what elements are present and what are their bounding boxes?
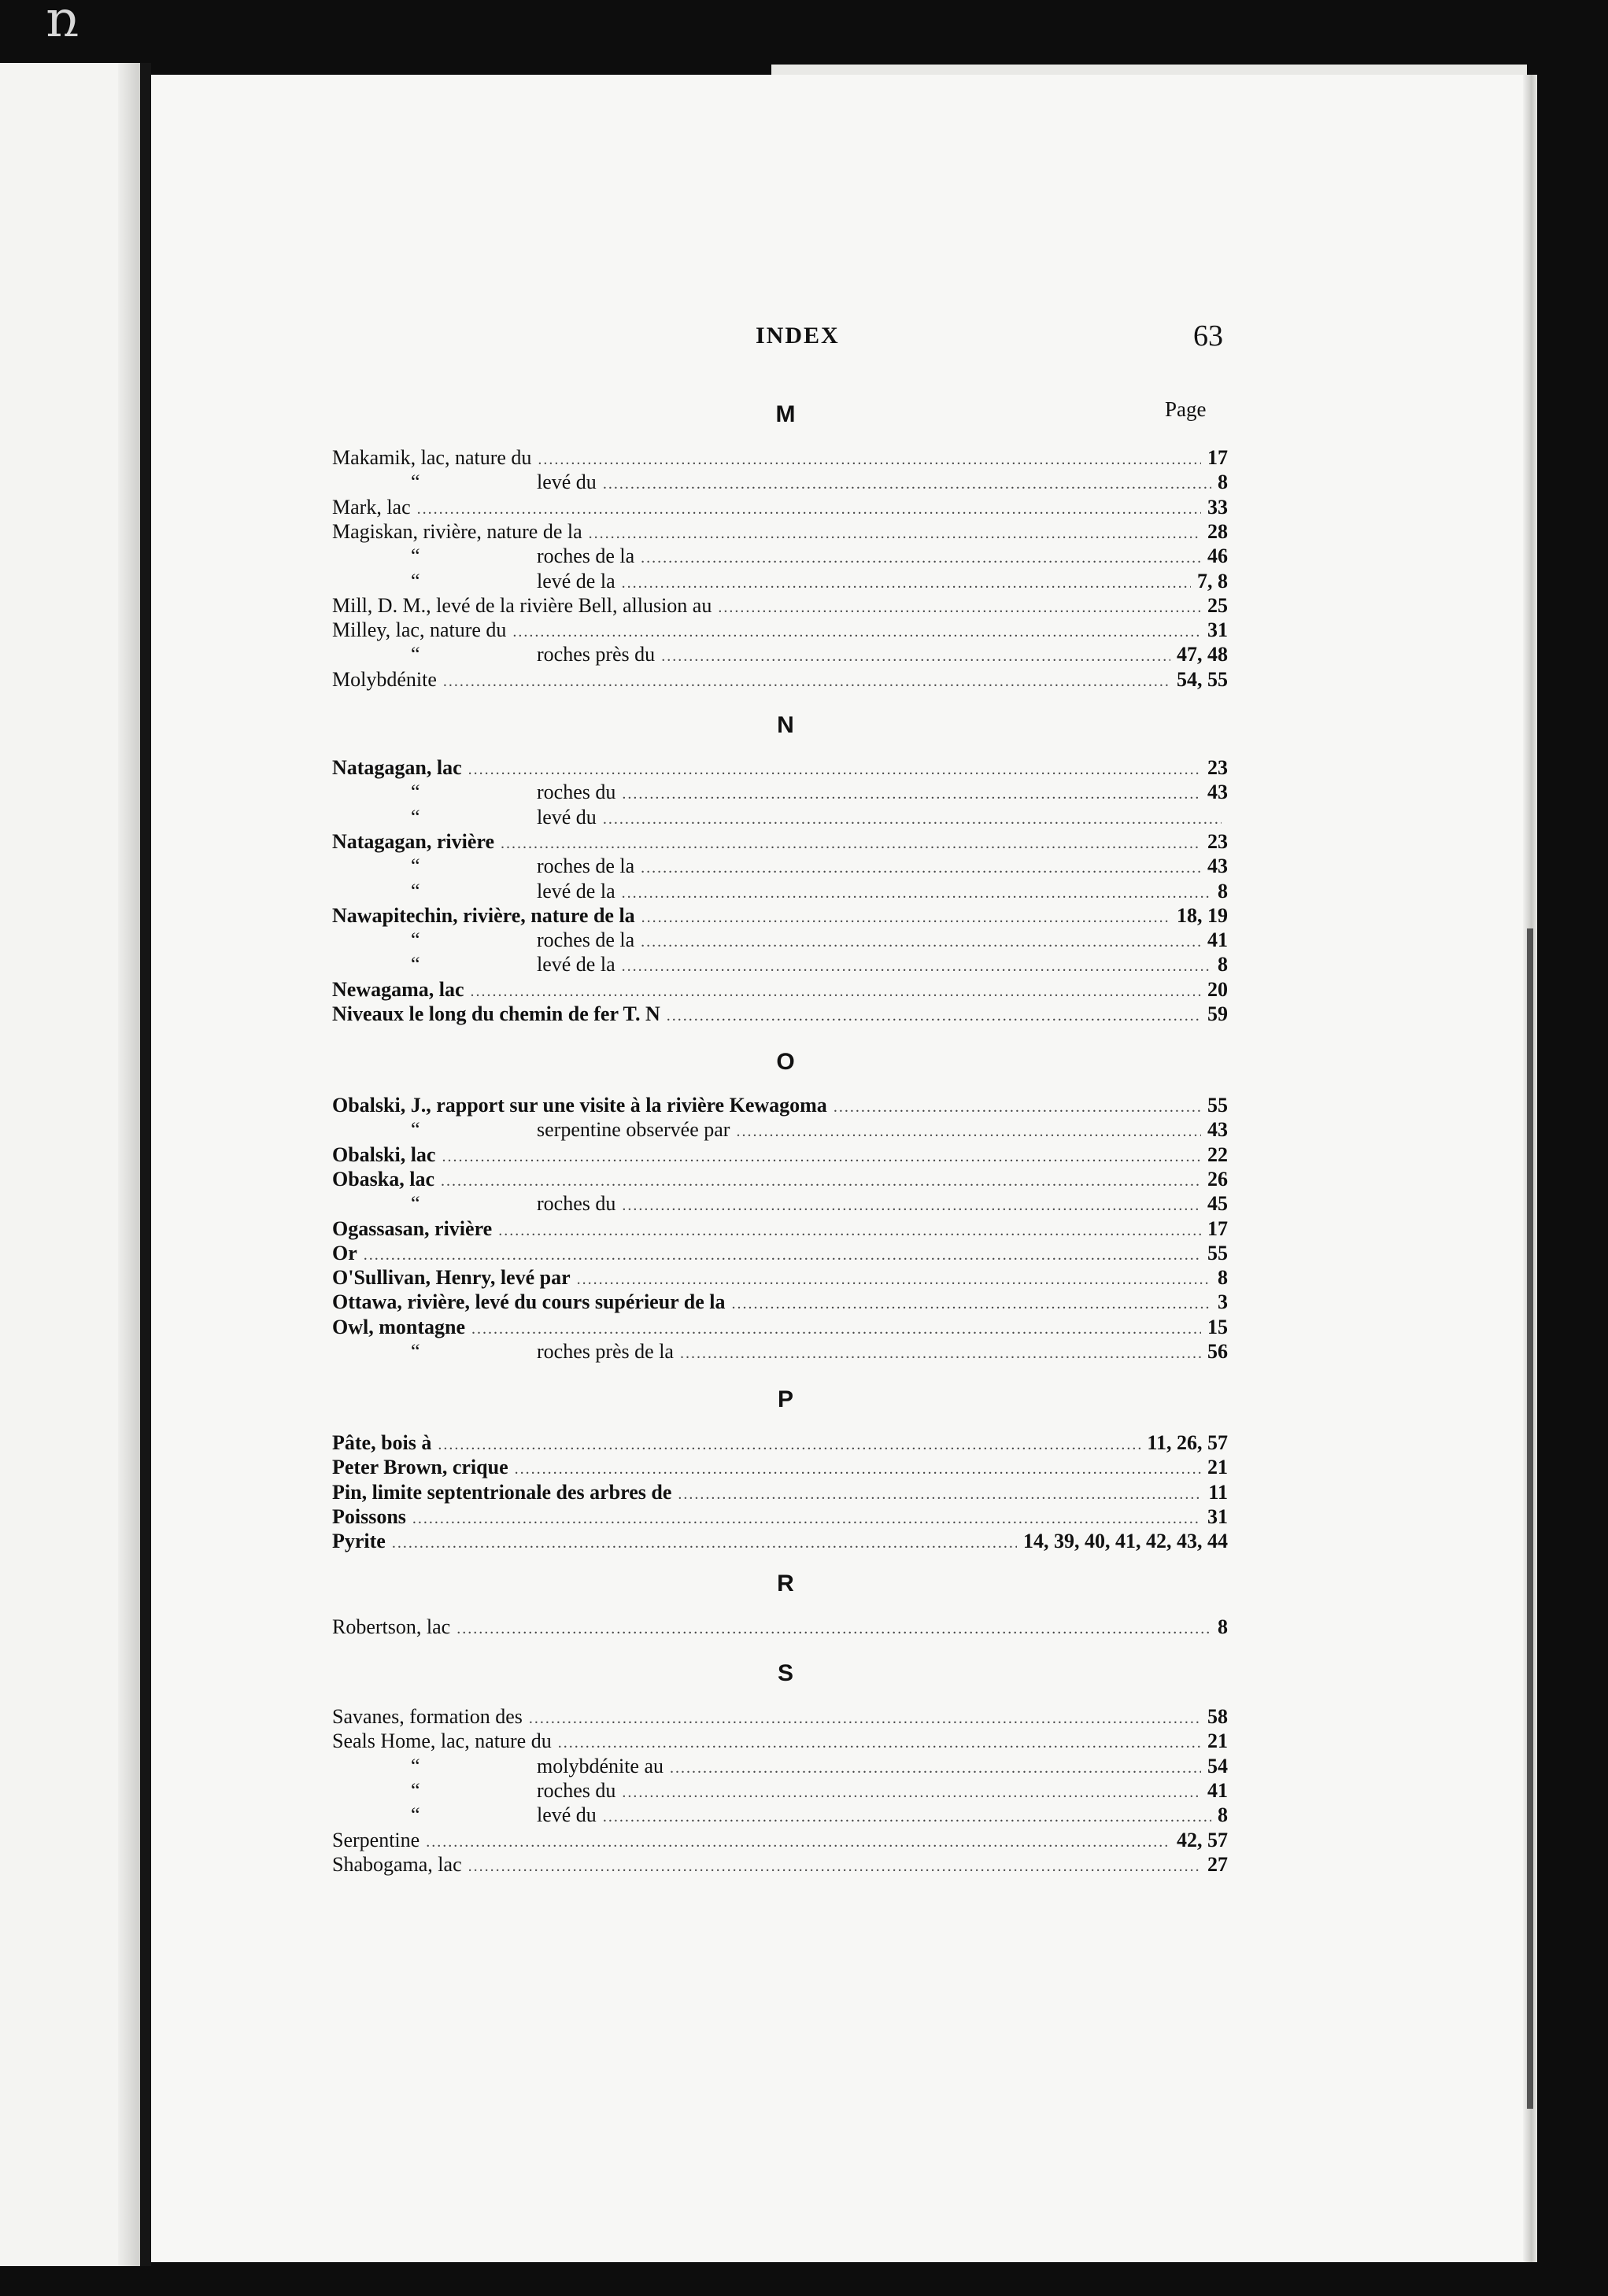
entry-pages: 8 (1218, 880, 1228, 903)
index-entry (332, 1265, 1228, 1290)
index-entry (332, 1615, 1228, 1640)
index-entry (332, 1704, 1228, 1729)
index-entry (332, 1339, 1228, 1364)
entry-pages: 23 (1207, 830, 1228, 853)
entry-text: Newagama, lac (332, 978, 464, 1001)
entry-pages: 54, 55 (1177, 668, 1228, 691)
ditto-mark: “ (411, 855, 420, 877)
facing-page-edge (0, 63, 151, 2266)
entry-text: Seals Home, lac, nature du (332, 1729, 552, 1752)
index-entry (332, 829, 1228, 855)
dot-leader (412, 1506, 1201, 1531)
index-entry (332, 1852, 1228, 1877)
index-entry (332, 854, 1228, 879)
dot-leader (441, 1168, 1201, 1194)
dot-leader (667, 1003, 1201, 1028)
dot-leader (364, 1242, 1201, 1268)
section-letter-p: P (777, 1386, 793, 1412)
index-entry (332, 1191, 1228, 1216)
ditto-mark: “ (411, 1755, 420, 1777)
dot-leader (442, 1144, 1201, 1169)
entry-pages: 21 (1207, 1729, 1228, 1752)
page-right-shadow (1527, 928, 1533, 2109)
entry-pages: 43 (1207, 1118, 1228, 1141)
index-entry (332, 1754, 1228, 1779)
index-entry (332, 1828, 1228, 1853)
ditto-mark: “ (411, 1803, 420, 1826)
index-entry (332, 642, 1228, 667)
entry-pages: 8 (1218, 1615, 1228, 1638)
entry-pages: 43 (1207, 781, 1228, 803)
ditto-mark: “ (411, 781, 420, 803)
index-entry (332, 1430, 1228, 1456)
entry-text: roches du (537, 781, 616, 803)
index-entry (332, 1093, 1228, 1118)
entry-text: Shabogama, lac (332, 1853, 462, 1876)
dot-leader (622, 781, 1201, 807)
entry-pages: 41 (1207, 928, 1228, 951)
entry-pages: 45 (1207, 1192, 1228, 1215)
entry-text: Magiskan, rivière, nature de la (332, 520, 582, 543)
ditto-mark: “ (411, 806, 420, 829)
entry-pages: 58 (1207, 1705, 1228, 1728)
entry-pages: 23 (1207, 756, 1228, 779)
dot-leader (641, 929, 1201, 954)
entry-pages: 33 (1207, 496, 1228, 519)
entry-text: levé du (537, 471, 597, 493)
entry-text: Owl, montagne (332, 1316, 465, 1338)
dot-leader (512, 619, 1201, 644)
entry-text: Milley, lac, nature du (332, 618, 507, 641)
index-entry (332, 879, 1228, 904)
entry-text: Pyrite (332, 1530, 386, 1552)
index-entry (332, 1216, 1228, 1242)
entry-pages: 25 (1207, 594, 1228, 617)
dot-leader (471, 979, 1201, 1004)
dot-leader (622, 954, 1211, 979)
entry-text: Niveaux le long du chemin de fer T. N (332, 1002, 660, 1025)
index-entry (332, 1117, 1228, 1142)
index-entry (332, 928, 1228, 953)
entry-text: Mill, D. M., levé de la rivière Bell, allusion au (332, 594, 712, 617)
page-column-label: Page (1165, 397, 1207, 421)
dot-leader (468, 757, 1201, 782)
entry-text: Ottawa, rivière, levé du cours supérieur de la (332, 1290, 726, 1313)
dot-leader (426, 1829, 1170, 1855)
entry-pages: 3 (1218, 1290, 1228, 1313)
dot-leader (622, 570, 1191, 596)
dot-leader (622, 1780, 1201, 1805)
dot-leader (529, 1706, 1201, 1731)
entry-text: roches du (537, 1779, 616, 1802)
dot-leader (577, 1267, 1211, 1292)
entry-pages: 41 (1207, 1779, 1228, 1802)
dot-leader (438, 1432, 1140, 1457)
dot-leader (603, 807, 1222, 832)
index-entry (332, 1803, 1228, 1828)
entry-text: Ogassasan, rivière (332, 1217, 493, 1240)
entry-pages: 8 (1218, 1266, 1228, 1289)
index-entry (332, 780, 1228, 805)
entry-text: levé du (537, 806, 597, 829)
entry-text: O'Sullivan, Henry, levé par (332, 1266, 571, 1289)
index-entry (332, 1778, 1228, 1803)
dot-leader (392, 1530, 1017, 1556)
dot-leader (834, 1094, 1201, 1120)
dot-leader (661, 644, 1170, 669)
entry-text: Obalski, J., rapport sur une visite à la rivière Kewagoma (332, 1094, 827, 1117)
corner-handwritten-mark: ռ (46, 0, 79, 49)
index-entry (332, 1729, 1228, 1754)
entry-text: Or (332, 1242, 357, 1264)
index-entry (332, 618, 1228, 643)
index-entry (332, 1529, 1228, 1554)
dot-leader (603, 1804, 1211, 1829)
section-letter-o: O (776, 1049, 795, 1075)
dot-leader (641, 855, 1201, 880)
entry-pages: 15 (1207, 1316, 1228, 1338)
entry-text: Peter Brown, crique (332, 1456, 508, 1478)
entry-pages: 14, 39, 40, 41, 42, 43, 44 (1023, 1530, 1228, 1552)
entry-text: roches de la (537, 544, 635, 567)
entry-pages: 7, 8 (1197, 570, 1228, 592)
entry-pages: 17 (1207, 1217, 1228, 1240)
entry-text: Savanes, formation des (332, 1705, 523, 1728)
dot-leader (558, 1730, 1201, 1755)
entry-pages: 42, 57 (1177, 1829, 1228, 1851)
section-letter-r: R (777, 1571, 794, 1596)
index-entry (332, 1167, 1228, 1192)
entry-pages: 21 (1207, 1456, 1228, 1478)
section-letter-m: M (775, 401, 796, 427)
page-number: 63 (1193, 319, 1223, 353)
page-top-edge (771, 65, 1527, 76)
dot-leader (622, 1193, 1201, 1218)
index-entry (332, 470, 1228, 495)
dot-leader (603, 471, 1211, 496)
section-letter-n: N (777, 712, 794, 738)
dot-leader (538, 447, 1201, 472)
entry-text: levé du (537, 1803, 597, 1826)
entry-pages: 46 (1207, 544, 1228, 567)
entry-pages: 43 (1207, 855, 1228, 877)
dot-leader (443, 669, 1170, 694)
index-entry (332, 1241, 1228, 1266)
entry-text: Natagagan, lac (332, 756, 462, 779)
entry-pages: 47, 48 (1177, 643, 1228, 666)
dot-leader (589, 521, 1201, 546)
entry-text: Poissons (332, 1505, 406, 1528)
index-entry (332, 593, 1228, 618)
dot-leader (736, 1119, 1201, 1144)
entry-text: Serpentine (332, 1829, 420, 1851)
index-entry (332, 977, 1228, 1002)
dot-leader (468, 1854, 1201, 1879)
dot-leader (515, 1456, 1201, 1482)
entry-pages: 20 (1207, 978, 1228, 1001)
entry-text: Pin, limite septentrionale des arbres de (332, 1481, 672, 1504)
entry-text: roches du (537, 1192, 616, 1215)
entry-pages: 17 (1207, 446, 1228, 469)
dot-leader (641, 905, 1170, 930)
ditto-mark: “ (411, 544, 420, 567)
index-entry (332, 667, 1228, 692)
entry-text: levé de la (537, 570, 615, 592)
index-entry (332, 445, 1228, 471)
entry-pages: 27 (1207, 1853, 1228, 1876)
ditto-mark: “ (411, 471, 420, 493)
entry-text: molybdénite au (537, 1755, 664, 1777)
entry-text: Nawapitechin, rivière, nature de la (332, 904, 635, 927)
ditto-mark: “ (411, 953, 420, 976)
ditto-mark: “ (411, 1779, 420, 1802)
entry-text: roches de la (537, 855, 635, 877)
section-letter-s: S (777, 1660, 793, 1686)
ditto-mark: “ (411, 643, 420, 666)
entry-pages: 22 (1207, 1143, 1228, 1166)
entry-pages: 28 (1207, 520, 1228, 543)
ditto-mark: “ (411, 570, 420, 592)
entry-pages: 26 (1207, 1168, 1228, 1190)
dot-leader (417, 496, 1201, 522)
entry-pages: 18, 19 (1177, 904, 1228, 927)
entry-text: serpentine observée par (537, 1118, 730, 1141)
entry-text: Robertson, lac (332, 1615, 451, 1638)
index-entry (332, 569, 1228, 594)
dot-leader (670, 1755, 1201, 1781)
entry-text: Obaska, lac (332, 1168, 435, 1190)
entry-text: Mark, lac (332, 496, 411, 519)
index-entry (332, 1480, 1228, 1505)
ditto-mark: “ (411, 928, 420, 951)
index-entry (332, 519, 1228, 544)
ditto-mark: “ (411, 1340, 420, 1363)
entry-pages: 59 (1207, 1002, 1228, 1025)
entry-pages: 55 (1207, 1094, 1228, 1117)
entry-text: levé de la (537, 953, 615, 976)
entry-pages: 54 (1207, 1755, 1228, 1777)
index-entry (332, 1504, 1228, 1530)
entry-pages: 31 (1207, 618, 1228, 641)
index-entry (332, 952, 1228, 977)
ditto-mark: “ (411, 880, 420, 903)
dot-leader (718, 595, 1201, 620)
index-entry (332, 1142, 1228, 1168)
index-entry (332, 805, 1228, 830)
entry-text: roches près de la (537, 1340, 674, 1363)
entry-pages: 31 (1207, 1505, 1228, 1528)
entry-pages: 11, 26, 57 (1147, 1431, 1228, 1454)
entry-text: Molybdénite (332, 668, 437, 691)
entry-text: Makamik, lac, nature du (332, 446, 532, 469)
entry-pages: 56 (1207, 1340, 1228, 1363)
entry-pages: 8 (1218, 953, 1228, 976)
dot-leader (457, 1616, 1211, 1641)
ditto-mark: “ (411, 1118, 420, 1141)
entry-pages: 11 (1208, 1481, 1228, 1504)
dot-leader (641, 545, 1201, 570)
entry-text: Obalski, lac (332, 1143, 436, 1166)
index-entry (332, 1315, 1228, 1340)
index-entry (332, 544, 1228, 569)
index-entry (332, 1290, 1228, 1315)
dot-leader (678, 1482, 1202, 1507)
dot-leader (501, 831, 1201, 856)
index-entry (332, 903, 1228, 928)
index-entry (332, 495, 1228, 520)
entry-text: roches près du (537, 643, 656, 666)
index-entry (332, 1455, 1228, 1480)
ditto-mark: “ (411, 1192, 420, 1215)
entry-text: Pâte, bois à (332, 1431, 432, 1454)
index-entry (332, 1002, 1228, 1027)
page-title: INDEX (756, 323, 840, 349)
entry-pages: 8 (1218, 471, 1228, 493)
entry-text: levé de la (537, 880, 615, 903)
entry-pages: 55 (1207, 1242, 1228, 1264)
dot-leader (471, 1316, 1201, 1342)
entry-pages: 8 (1218, 1803, 1228, 1826)
index-entry (332, 755, 1228, 781)
dot-leader (731, 1291, 1211, 1316)
entry-text: Natagagan, rivière (332, 830, 495, 853)
dot-leader (680, 1341, 1201, 1366)
dot-leader (622, 880, 1211, 906)
dot-leader (498, 1218, 1201, 1243)
entry-text: roches de la (537, 928, 635, 951)
